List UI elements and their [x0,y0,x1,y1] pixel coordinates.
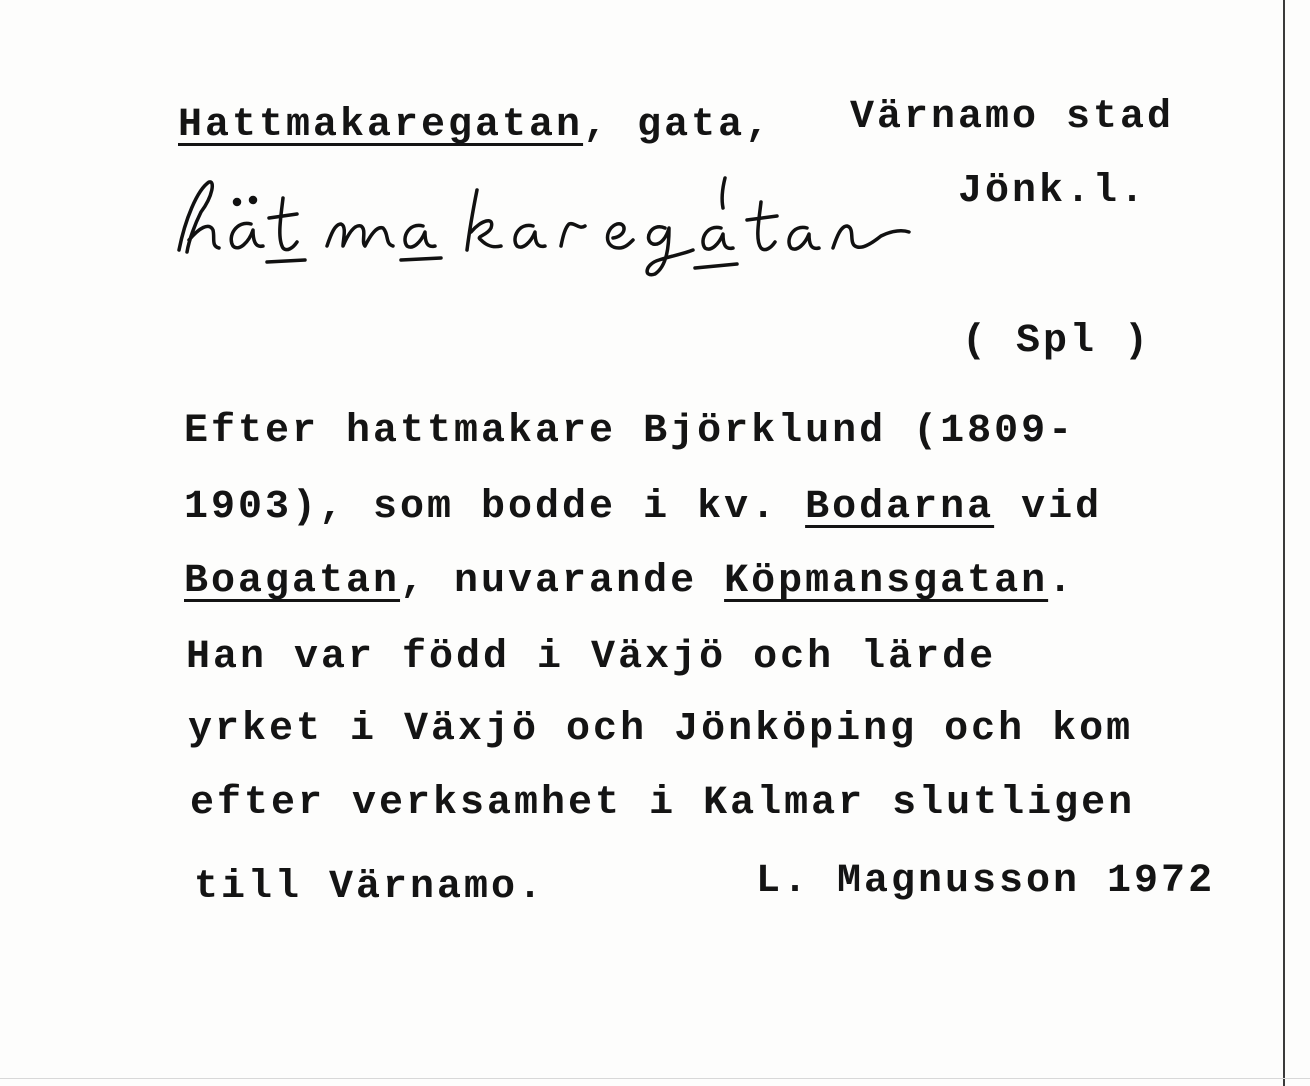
street-kopmansgatan: Köpmansgatan [724,559,1049,604]
body-line-5: yrket i Växjö och Jönköping och kom [188,707,1134,752]
body-line-1: Efter hattmakare Björklund (1809- [184,409,1076,454]
body-line-3-end: . [1048,559,1076,604]
body-line-7: till Värnamo. [194,865,546,910]
street-type: , gata, [583,103,773,148]
card-bottom-edge [0,1078,1310,1079]
county-name: Jönk.l. [958,169,1148,214]
handwritten-pronunciation [165,150,925,280]
street-name: Hattmakaregatan [178,103,584,148]
category-code: ( Spl ) [962,319,1152,364]
header-street-line [178,103,773,148]
block-name-bodarna: Bodarna [805,485,995,530]
author-signature: L. Magnusson 1972 [756,859,1216,904]
body-line-6: efter verksamhet i Kalmar slutligen [190,781,1136,826]
body-line-3 [184,559,1076,604]
body-line-2-end: vid [994,485,1103,530]
body-line-2-text: 1903), som bodde i kv. [184,485,806,530]
body-line-2 [184,485,1103,530]
body-line-3-text: , nuvarande [400,559,725,604]
street-boagatan: Boagatan [184,559,401,604]
card-right-edge [1283,0,1285,1086]
body-line-4: Han var född i Växjö och lärde [186,635,997,680]
town-name: Värnamo stad [850,95,1175,140]
